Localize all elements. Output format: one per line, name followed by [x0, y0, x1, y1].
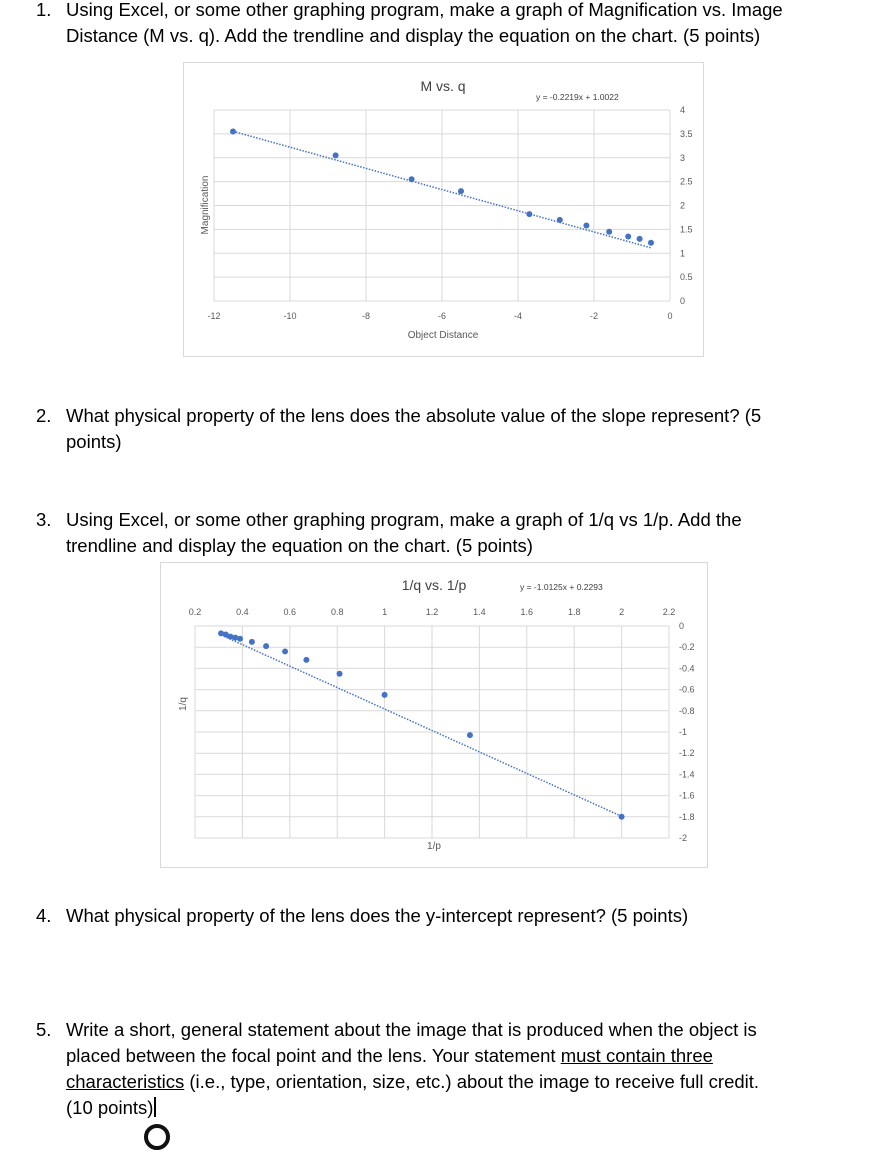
question-text-line [66, 1069, 759, 1095]
question-text-segment: (i.e., type, orientation, size, etc.) about the image to receive full credit. [184, 1071, 760, 1092]
x-tick-label: 1.6 [520, 607, 534, 617]
question-2 [36, 403, 762, 455]
data-point [303, 657, 309, 663]
x-tick-label: -2 [589, 311, 599, 321]
circle-mark-icon [144, 1124, 170, 1150]
chart-title: M vs. q [420, 78, 466, 94]
y-tick-label: -1.2 [679, 748, 695, 759]
x-tick-label: -4 [513, 311, 523, 321]
y-axis-label: Magnification [200, 175, 211, 235]
data-point [637, 236, 643, 242]
question-number: 1. [36, 0, 52, 20]
question-text-line[interactable] [66, 1095, 759, 1121]
data-point [458, 188, 464, 194]
x-tick-label: 1.2 [425, 607, 439, 617]
chart-title: 1/q vs. 1/p [401, 577, 467, 593]
question-text-line: What physical property of the lens does the absolute value of the slope represent? (5 [66, 405, 762, 426]
y-tick-label: 1 [680, 248, 686, 259]
data-point [583, 223, 589, 229]
x-tick-label: 2 [619, 607, 625, 617]
y-tick-label: -1.6 [679, 790, 695, 801]
data-point [557, 217, 563, 223]
question-text-segment: placed between the focal point and the lens. Your statement [66, 1045, 561, 1066]
underlined-requirement: characteristics [66, 1071, 185, 1092]
y-tick-label: -0.4 [679, 663, 695, 674]
data-point [606, 229, 612, 235]
x-tick-label: 1 [382, 607, 388, 617]
x-tick-label: 0.2 [188, 607, 202, 617]
y-tick-label: -1.8 [679, 811, 695, 822]
data-point [625, 234, 631, 240]
y-tick-label: 0 [680, 296, 686, 306]
question-text-segment: (10 points) [66, 1097, 154, 1118]
y-tick-label: -1.4 [679, 769, 695, 780]
data-point [648, 240, 654, 246]
y-tick-label: -1 [679, 727, 688, 737]
question-number: 4. [36, 905, 52, 926]
question-text-line: Distance (M vs. q). Add the trendline and display the equation on the chart. (5 points) [66, 25, 761, 46]
data-point [619, 814, 625, 820]
question-5 [36, 1017, 760, 1121]
x-tick-label: -12 [207, 311, 221, 321]
y-tick-label: 1.5 [680, 224, 693, 235]
question-4 [36, 903, 689, 929]
data-point [230, 128, 236, 134]
question-text-line: Using Excel, or some other graphing program, make a graph of Magnification vs. Image [66, 0, 783, 20]
x-tick-label: 0.4 [236, 607, 249, 617]
x-tick-label: 2.2 [662, 607, 676, 617]
question-1 [36, 0, 783, 49]
underlined-requirement: must contain three [560, 1045, 713, 1066]
y-tick-label: -0.8 [679, 705, 695, 716]
y-tick-label: 3.5 [680, 128, 693, 139]
x-tick-label: -6 [437, 311, 447, 321]
data-point [333, 152, 339, 158]
data-point [282, 648, 288, 654]
x-tick-label: 1.8 [567, 607, 581, 617]
x-tick-label: 0 [667, 311, 673, 321]
y-tick-label: 0.5 [680, 272, 693, 283]
x-tick-label: 0.6 [283, 607, 297, 617]
chart-magnification-vs-object-distance [183, 62, 704, 357]
question-3 [36, 507, 742, 559]
data-point [337, 671, 343, 677]
data-point [526, 211, 532, 217]
chart-2-svg [161, 563, 707, 867]
y-tick-label: 3 [680, 152, 686, 163]
y-tick-label: -2 [679, 833, 688, 843]
x-tick-label: -8 [361, 311, 371, 321]
question-text-line [66, 1043, 759, 1069]
data-point [467, 732, 473, 738]
question-text-line: What physical property of the lens does the y-intercept represent? (5 points) [66, 905, 689, 926]
chart-1-svg [184, 63, 703, 356]
data-point [382, 692, 388, 698]
y-axis-label: 1/q [178, 697, 189, 711]
question-number: 2. [36, 405, 52, 426]
y-tick-label: 2.5 [680, 176, 693, 187]
question-text-line: trendline and display the equation on the chart. (5 points) [66, 535, 533, 556]
data-point [409, 176, 415, 182]
y-tick-label: 0 [679, 621, 685, 631]
y-tick-label: -0.6 [679, 684, 695, 695]
question-number: 5. [36, 1019, 52, 1040]
question-text-line: points) [66, 431, 122, 452]
question-text-line: Using Excel, or some other graphing program, make a graph of 1/q vs 1/p. Add the [66, 509, 742, 530]
x-tick-label: -10 [283, 311, 297, 321]
x-axis-label: 1/p [427, 841, 441, 852]
question-number: 3. [36, 509, 52, 530]
x-tick-label: 1.4 [473, 607, 486, 617]
question-text-line: Write a short, general statement about the image that is produced when the object is [66, 1019, 757, 1040]
trendline-equation: y = -1.0125x + 0.2293 [520, 582, 603, 592]
x-tick-label: 0.8 [330, 607, 344, 617]
chart-inverse-q-vs-inverse-p [160, 562, 708, 868]
data-point [263, 643, 269, 649]
text-cursor [154, 1097, 156, 1117]
y-tick-label: 2 [680, 200, 686, 211]
data-point [249, 639, 255, 645]
data-point [237, 636, 243, 642]
x-axis-label: Object Distance [407, 330, 479, 341]
trendline [221, 635, 622, 816]
trendline-equation: y = -0.2219x + 1.0022 [536, 92, 619, 102]
y-tick-label: -0.2 [679, 642, 695, 653]
y-tick-label: 4 [680, 105, 686, 115]
